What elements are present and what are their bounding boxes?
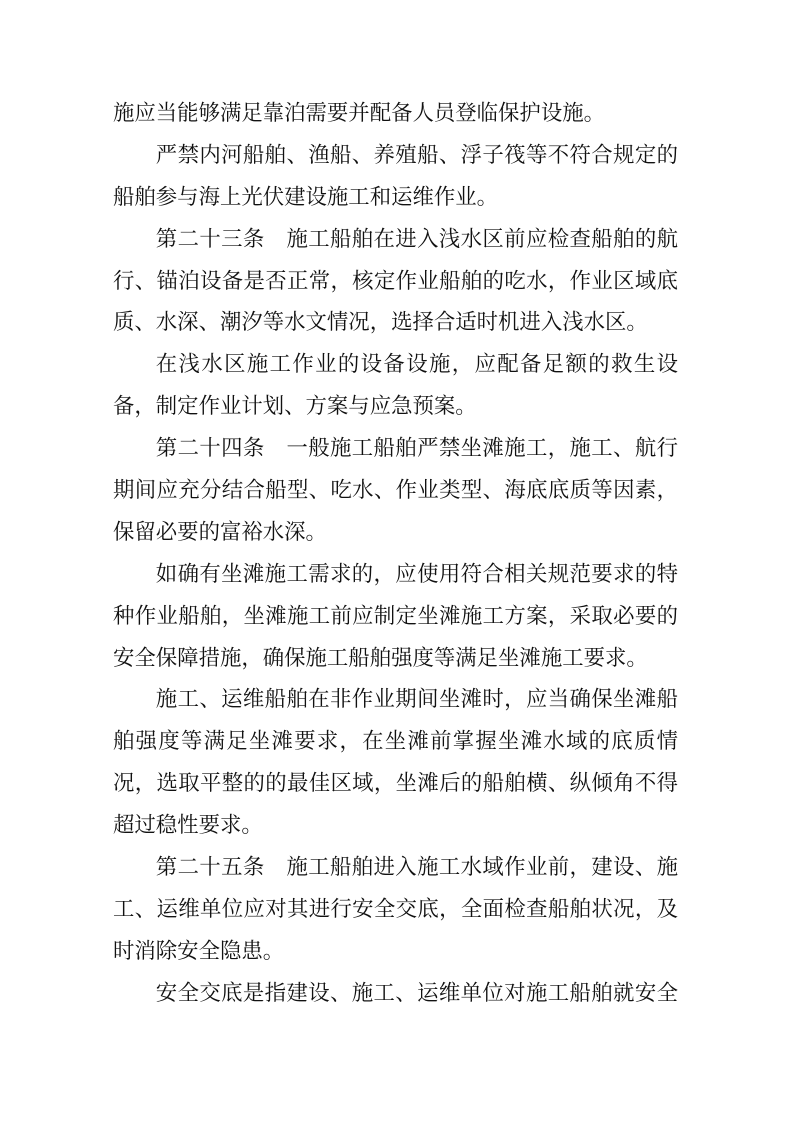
text-line: 舶强度等满足坐滩要求，在坐滩前掌握坐滩水域的底质情: [113, 729, 678, 754]
text-line: 况，选取平整的的最佳区域，坐滩后的船舶横、纵倾角不得: [113, 771, 678, 796]
text-line: 施工、运维船舶在非作业期间坐滩时，应当确保坐滩船: [155, 687, 678, 712]
text-line: 第二十五条 施工船舶进入施工水域作业前，建设、施: [155, 855, 678, 880]
text-line: 期间应充分结合船型、吃水、作业类型、海底底质等因素，: [113, 478, 678, 503]
text-line: 质、水深、潮汐等水文情况，选择合适时机进入浅水区。: [113, 310, 648, 335]
text-line: 第二十四条 一般施工船舶严禁坐滩施工，施工、航行: [155, 436, 678, 461]
text-line: 第二十三条 施工船舶在进入浅水区前应检查船舶的航: [155, 226, 678, 251]
text-line: 超过稳性要求。: [113, 813, 263, 838]
text-line: 备，制定作业计划、方案与应急预案。: [113, 394, 477, 419]
page-content: [113, 93, 678, 1015]
text-line: 时消除安全隐患。: [113, 938, 285, 963]
text-line: 船舶参与海上光伏建设施工和运维作业。: [113, 184, 499, 209]
text-line: 在浅水区施工作业的设备设施，应配备足额的救生设: [155, 352, 678, 377]
text-line: 安全交底是指建设、施工、运维单位对施工船舶就安全: [155, 980, 678, 1005]
text-line: 行、锚泊设备是否正常，核定作业船舶的吃水，作业区域底: [113, 268, 678, 293]
text-line: 安全保障措施，确保施工船舶强度等满足坐滩施工要求。: [113, 645, 648, 670]
text-line: 工、运维单位应对其进行安全交底，全面检查船舶状况，及: [113, 896, 678, 921]
text-line: 严禁内河船舶、渔船、养殖船、浮子筏等不符合规定的: [155, 142, 678, 167]
text-line: 种作业船舶，坐滩施工前应制定坐滩施工方案，采取必要的: [113, 603, 678, 628]
text-line: 如确有坐滩施工需求的，应使用符合相关规范要求的特: [155, 561, 678, 586]
text-line: 施应当能够满足靠泊需要并配备人员登临保护设施。: [113, 101, 605, 125]
text-line: 保留必要的富裕水深。: [113, 519, 327, 544]
